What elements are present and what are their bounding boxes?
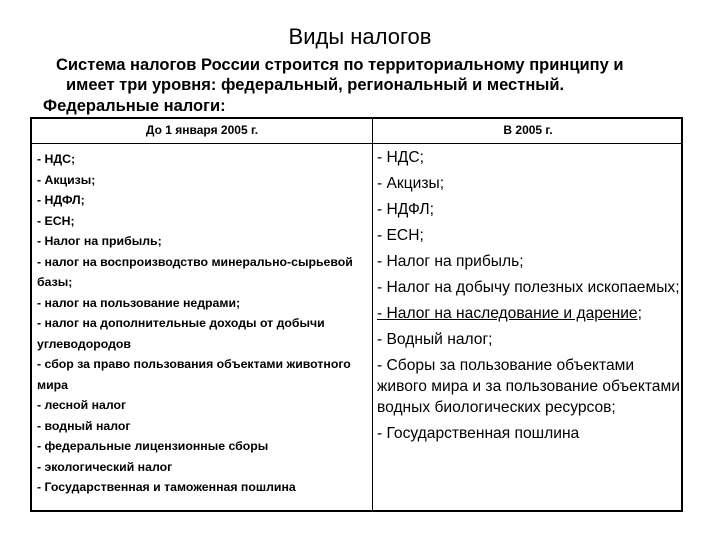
intro-text-line-1: Система налогов России строится по территориальному принципу и [56,56,624,74]
list-item: - Государственная и таможенная пошлина [37,480,296,494]
list-item: - Налог на прибыль; [37,234,162,248]
list-item: - ЕСН; [377,227,424,244]
slide-title: Виды налогов [288,24,432,49]
list-item: - Государственная пошлина [377,425,580,442]
list-item-inheritance-tax: - Налог на наследование и дарение; [377,305,642,322]
in-2005-tax-list [377,147,682,449]
before-2005-tax-list [37,149,367,498]
tax-comparison-table [30,117,683,512]
list-item: - НДФЛ; [37,193,85,207]
in-2005-header: В 2005 г. [503,123,553,137]
list-item: - сбор за право пользования объектами животного мира [37,357,351,392]
list-item: - налог на воспроизводство минерально-сырьевой базы; [37,254,353,289]
list-item: - экологический налог [37,459,173,474]
list-item: - Сборы за пользование объектами живого мира и за пользование объектами водных биологических ресурсов; [377,357,680,416]
list-item: - федеральные лицензионные сборы [37,439,269,453]
list-item: - налог на пользование недрами; [37,295,241,310]
list-item: - лесной налог [37,398,127,412]
list-item: - Водный налог; [377,331,493,348]
list-item: - Акцизы; [37,172,96,187]
list-item: - НДС; [377,149,424,166]
list-item: - Налог на добычу полезных ископаемых; [377,279,680,296]
list-item: - ЕСН; [37,213,75,228]
list-item: - НДФЛ; [377,201,434,218]
before-2005-header: До 1 января 2005 г. [145,123,259,137]
list-item: - водный налог [37,418,131,433]
list-item: - налог на дополнительные доходы от добычи углеводородов [37,316,325,351]
header-divider [32,143,681,144]
list-item: - Налог на прибыль; [377,253,524,270]
intro-text-line-2: имеет три уровня: федеральный, региональный и местный. [66,76,565,94]
list-item: - НДС; [37,152,76,166]
column-divider [372,119,373,510]
federal-taxes-heading: Федеральные налоги: [43,97,226,115]
list-item: - Акцизы; [377,175,445,192]
